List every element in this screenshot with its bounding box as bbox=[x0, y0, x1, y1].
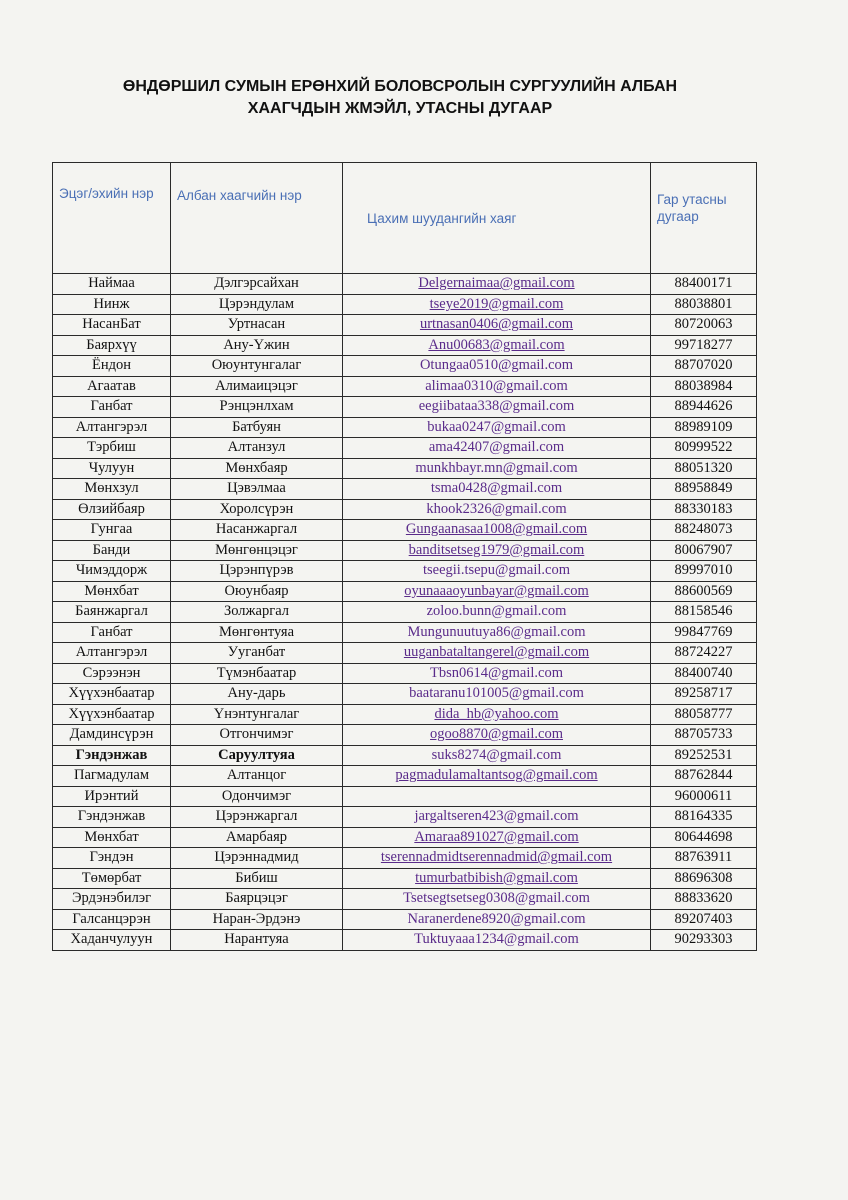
cell-phone: 88696308 bbox=[651, 868, 757, 889]
email-link: Tbsn0614@gmail.com bbox=[430, 664, 563, 681]
email-link[interactable]: oyunaaaoyunbayar@gmail.com bbox=[404, 582, 589, 599]
cell-email[interactable] bbox=[343, 274, 651, 295]
cell-last-name: Мөнхзул bbox=[53, 479, 171, 500]
cell-email bbox=[343, 889, 651, 910]
cell-first-name: Дэлгэрсайхан bbox=[171, 274, 343, 295]
cell-first-name: Мөнгөнцэцэг bbox=[171, 540, 343, 561]
cell-phone: 99847769 bbox=[651, 622, 757, 643]
email-link[interactable]: Anu00683@gmail.com bbox=[428, 336, 565, 353]
email-link: khook2326@gmail.com bbox=[426, 500, 567, 517]
title-line-1: ӨНДӨРШИЛ СУМЫН ЕРӨНХИЙ БОЛОВСРОЛЫН СУРГУУЛИЙН АЛБАН bbox=[122, 78, 678, 95]
header-email: Цахим шуудангийн хаяг bbox=[343, 163, 651, 274]
cell-last-name: Ирэнтий bbox=[53, 786, 171, 807]
email-link[interactable]: dida_hb@yahoo.com bbox=[434, 705, 559, 722]
cell-email bbox=[343, 745, 651, 766]
email-link: ama42407@gmail.com bbox=[428, 439, 565, 456]
email-link[interactable]: ogoo8870@gmail.com bbox=[430, 726, 563, 743]
cell-last-name: Тэрбиш bbox=[53, 438, 171, 459]
email-link: Mungunuutuya86@gmail.com bbox=[407, 623, 586, 640]
email-link: suks8274@gmail.com bbox=[431, 746, 562, 763]
cell-last-name: Хүүхэнбаатар bbox=[53, 704, 171, 725]
cell-last-name: Агаатав bbox=[53, 376, 171, 397]
cell-email[interactable] bbox=[343, 704, 651, 725]
table-row bbox=[53, 827, 757, 848]
cell-first-name: Наран-Эрдэнэ bbox=[171, 909, 343, 930]
cell-last-name: Төмөрбат bbox=[53, 868, 171, 889]
cell-last-name: Дамдинсүрэн bbox=[53, 725, 171, 746]
email-link[interactable]: banditsetseg1979@gmail.com bbox=[408, 541, 585, 558]
cell-last-name: Мөнхбат bbox=[53, 581, 171, 602]
cell-first-name: Саруултуяа bbox=[171, 745, 343, 766]
email-link[interactable]: Amaraa891027@gmail.com bbox=[414, 828, 579, 845]
table-row bbox=[53, 274, 757, 295]
email-link: eegiibataa338@gmail.com bbox=[418, 398, 575, 415]
cell-last-name: Галсанцэрэн bbox=[53, 909, 171, 930]
cell-phone: 99718277 bbox=[651, 335, 757, 356]
cell-phone: 88248073 bbox=[651, 520, 757, 541]
cell-phone: 89258717 bbox=[651, 684, 757, 705]
cell-phone: 80067907 bbox=[651, 540, 757, 561]
email-link[interactable]: tserennadmidtserennadmid@gmail.com bbox=[380, 849, 613, 866]
email-link[interactable]: urtnasan0406@gmail.com bbox=[419, 316, 574, 333]
cell-phone: 88038801 bbox=[651, 294, 757, 315]
cell-phone: 80644698 bbox=[651, 827, 757, 848]
table-row bbox=[53, 663, 757, 684]
cell-last-name: Гэндэнжав bbox=[53, 745, 171, 766]
table-row bbox=[53, 909, 757, 930]
table-row bbox=[53, 520, 757, 541]
table-row bbox=[53, 602, 757, 623]
email-link: jargaltseren423@gmail.com bbox=[414, 808, 579, 825]
email-link: Otungaa0510@gmail.com bbox=[419, 357, 574, 374]
cell-first-name: Түмэнбаатар bbox=[171, 663, 343, 684]
cell-last-name: Гэндэнжав bbox=[53, 807, 171, 828]
email-link[interactable]: uuganbataltangerel@gmail.com bbox=[403, 644, 590, 661]
cell-email[interactable] bbox=[343, 540, 651, 561]
table-row bbox=[53, 786, 757, 807]
title-line-2: ХААГЧДЫН ЖМЭЙЛ, УТАСНЫ ДУГААР bbox=[247, 100, 553, 117]
cell-email bbox=[343, 458, 651, 479]
cell-email bbox=[343, 376, 651, 397]
cell-first-name: Нарантуяа bbox=[171, 930, 343, 951]
table-row bbox=[53, 294, 757, 315]
cell-last-name: Наймаа bbox=[53, 274, 171, 295]
header-phone: Гар утасны дугаар bbox=[651, 163, 757, 274]
cell-first-name: Ууганбат bbox=[171, 643, 343, 664]
table-row bbox=[53, 417, 757, 438]
cell-first-name: Ану-Үжин bbox=[171, 335, 343, 356]
cell-email[interactable] bbox=[343, 335, 651, 356]
cell-phone: 88989109 bbox=[651, 417, 757, 438]
cell-last-name: Чулуун bbox=[53, 458, 171, 479]
email-link: bukaa0247@gmail.com bbox=[427, 418, 566, 435]
table-row bbox=[53, 930, 757, 951]
cell-email bbox=[343, 622, 651, 643]
cell-email[interactable] bbox=[343, 827, 651, 848]
cell-last-name: Банди bbox=[53, 540, 171, 561]
cell-first-name: Хоролсүрэн bbox=[171, 499, 343, 520]
table-row bbox=[53, 643, 757, 664]
table-header-row bbox=[53, 163, 757, 274]
cell-phone: 88944626 bbox=[651, 397, 757, 418]
cell-last-name: НасанБат bbox=[53, 315, 171, 336]
cell-last-name: Алтангэрэл bbox=[53, 417, 171, 438]
cell-phone: 96000611 bbox=[651, 786, 757, 807]
table-row bbox=[53, 438, 757, 459]
cell-email[interactable] bbox=[343, 294, 651, 315]
table-row bbox=[53, 376, 757, 397]
cell-first-name: Алтанцог bbox=[171, 766, 343, 787]
cell-first-name: Баярцэцэг bbox=[171, 889, 343, 910]
cell-email[interactable] bbox=[343, 766, 651, 787]
cell-phone: 88164335 bbox=[651, 807, 757, 828]
cell-first-name: Цэвэлмаа bbox=[171, 479, 343, 500]
cell-email bbox=[343, 438, 651, 459]
cell-email bbox=[343, 356, 651, 377]
cell-phone: 88051320 bbox=[651, 458, 757, 479]
cell-last-name: Өлзийбаяр bbox=[53, 499, 171, 520]
table-body bbox=[53, 274, 757, 951]
cell-last-name: Баярхүү bbox=[53, 335, 171, 356]
cell-last-name: Хаданчулуун bbox=[53, 930, 171, 951]
cell-phone: 88400740 bbox=[651, 663, 757, 684]
cell-first-name: Цэрэнпүрэв bbox=[171, 561, 343, 582]
email-link: munkhbayr.mn@gmail.com bbox=[415, 459, 578, 476]
cell-first-name: Золжаргал bbox=[171, 602, 343, 623]
cell-last-name: Эрдэнэбилэг bbox=[53, 889, 171, 910]
table-row bbox=[53, 684, 757, 705]
cell-email bbox=[343, 499, 651, 520]
cell-first-name: Оюунбаяр bbox=[171, 581, 343, 602]
cell-first-name: Цэрэнжаргал bbox=[171, 807, 343, 828]
table-row bbox=[53, 356, 757, 377]
table-row bbox=[53, 704, 757, 725]
cell-last-name: Чимэддорж bbox=[53, 561, 171, 582]
cell-phone: 88724227 bbox=[651, 643, 757, 664]
table-row bbox=[53, 581, 757, 602]
header-first-name: Албан хаагчийн нэр bbox=[171, 163, 343, 274]
cell-first-name: Алимаицэцэг bbox=[171, 376, 343, 397]
cell-phone: 89252531 bbox=[651, 745, 757, 766]
cell-email bbox=[343, 807, 651, 828]
cell-phone: 88038984 bbox=[651, 376, 757, 397]
cell-phone: 88158546 bbox=[651, 602, 757, 623]
cell-last-name: Хүүхэнбаатар bbox=[53, 684, 171, 705]
cell-phone: 80720063 bbox=[651, 315, 757, 336]
cell-first-name: Үнэнтунгалаг bbox=[171, 704, 343, 725]
table-row bbox=[53, 315, 757, 336]
cell-email bbox=[343, 909, 651, 930]
table-row bbox=[53, 766, 757, 787]
cell-last-name: Нинж bbox=[53, 294, 171, 315]
cell-first-name: Отгончимэг bbox=[171, 725, 343, 746]
cell-phone: 88400171 bbox=[651, 274, 757, 295]
table-row bbox=[53, 540, 757, 561]
email-link: alimaa0310@gmail.com bbox=[425, 377, 568, 394]
cell-email[interactable] bbox=[343, 581, 651, 602]
cell-first-name: Одончимэг bbox=[171, 786, 343, 807]
email-link[interactable]: pagmadulamaltantsog@gmail.com bbox=[395, 767, 598, 784]
cell-phone: 88707020 bbox=[651, 356, 757, 377]
cell-email bbox=[343, 930, 651, 951]
table-row bbox=[53, 889, 757, 910]
staff-contact-table bbox=[52, 162, 757, 951]
table-row bbox=[53, 335, 757, 356]
table-row bbox=[53, 807, 757, 828]
cell-phone: 88958849 bbox=[651, 479, 757, 500]
cell-email bbox=[343, 479, 651, 500]
table-row bbox=[53, 499, 757, 520]
cell-last-name: Ганбат bbox=[53, 622, 171, 643]
header-last-name: Эцэг/эхийн нэр bbox=[53, 163, 171, 274]
cell-phone: 88762844 bbox=[651, 766, 757, 787]
table-row bbox=[53, 397, 757, 418]
email-link: Tsetsegtsetseg0308@gmail.com bbox=[403, 890, 590, 907]
cell-email[interactable] bbox=[343, 725, 651, 746]
cell-first-name: Алтанзул bbox=[171, 438, 343, 459]
cell-first-name: Уртнасан bbox=[171, 315, 343, 336]
cell-first-name: Цэрэннадмид bbox=[171, 848, 343, 869]
cell-email bbox=[343, 684, 651, 705]
table-row bbox=[53, 622, 757, 643]
email-link: zoloo.bunn@gmail.com bbox=[426, 603, 567, 620]
email-link: tseegii.tsepu@gmail.com bbox=[422, 562, 571, 579]
cell-first-name: Амарбаяр bbox=[171, 827, 343, 848]
email-link[interactable]: tseye2019@gmail.com bbox=[429, 295, 564, 312]
cell-last-name: Алтангэрэл bbox=[53, 643, 171, 664]
email-link: Tuktuyaaa1234@gmail.com bbox=[414, 931, 579, 948]
email-link: Naranerdene8920@gmail.com bbox=[407, 910, 586, 927]
cell-phone: 89207403 bbox=[651, 909, 757, 930]
cell-email[interactable] bbox=[343, 643, 651, 664]
cell-email[interactable] bbox=[343, 315, 651, 336]
cell-first-name: Рэнцэнлхам bbox=[171, 397, 343, 418]
table-row bbox=[53, 745, 757, 766]
cell-first-name: Цэрэндулам bbox=[171, 294, 343, 315]
table-row bbox=[53, 868, 757, 889]
cell-email bbox=[343, 663, 651, 684]
cell-phone: 90293303 bbox=[651, 930, 757, 951]
cell-email bbox=[343, 561, 651, 582]
email-link[interactable]: Delgernaimaa@gmail.com bbox=[418, 275, 575, 292]
cell-last-name: Ганбат bbox=[53, 397, 171, 418]
cell-last-name: Гэндэн bbox=[53, 848, 171, 869]
cell-last-name: Мөнхбат bbox=[53, 827, 171, 848]
cell-email bbox=[343, 602, 651, 623]
cell-first-name: Насанжаргал bbox=[171, 520, 343, 541]
table-row bbox=[53, 848, 757, 869]
table-row bbox=[53, 479, 757, 500]
cell-first-name: Ану-дарь bbox=[171, 684, 343, 705]
table-row bbox=[53, 725, 757, 746]
cell-first-name: Мөнгөнтуяа bbox=[171, 622, 343, 643]
cell-first-name: Бибиш bbox=[171, 868, 343, 889]
cell-phone: 88600569 bbox=[651, 581, 757, 602]
cell-phone: 88763911 bbox=[651, 848, 757, 869]
email-link: baataranu101005@gmail.com bbox=[409, 685, 584, 702]
cell-email bbox=[343, 417, 651, 438]
table-row bbox=[53, 561, 757, 582]
email-link: tsma0428@gmail.com bbox=[430, 480, 563, 497]
cell-email bbox=[343, 397, 651, 418]
cell-last-name: Сэрээнэн bbox=[53, 663, 171, 684]
cell-email bbox=[343, 786, 651, 807]
cell-phone: 88705733 bbox=[651, 725, 757, 746]
email-link[interactable]: tumurbatbibish@gmail.com bbox=[415, 869, 578, 886]
email-link[interactable]: Gungaanasaa1008@gmail.com bbox=[405, 521, 588, 538]
table-row bbox=[53, 458, 757, 479]
cell-phone: 80999522 bbox=[651, 438, 757, 459]
document-title bbox=[60, 76, 740, 120]
cell-email[interactable] bbox=[343, 520, 651, 541]
cell-email[interactable] bbox=[343, 848, 651, 869]
cell-phone: 89997010 bbox=[651, 561, 757, 582]
cell-first-name: Батбуян bbox=[171, 417, 343, 438]
cell-phone: 88833620 bbox=[651, 889, 757, 910]
cell-last-name: Пагмадулам bbox=[53, 766, 171, 787]
cell-last-name: Баянжаргал bbox=[53, 602, 171, 623]
cell-phone: 88330183 bbox=[651, 499, 757, 520]
cell-email[interactable] bbox=[343, 868, 651, 889]
cell-phone: 88058777 bbox=[651, 704, 757, 725]
cell-last-name: Гунгаа bbox=[53, 520, 171, 541]
cell-last-name: Ёндон bbox=[53, 356, 171, 377]
cell-first-name: Мөнхбаяр bbox=[171, 458, 343, 479]
cell-first-name: Оюунтунгалаг bbox=[171, 356, 343, 377]
